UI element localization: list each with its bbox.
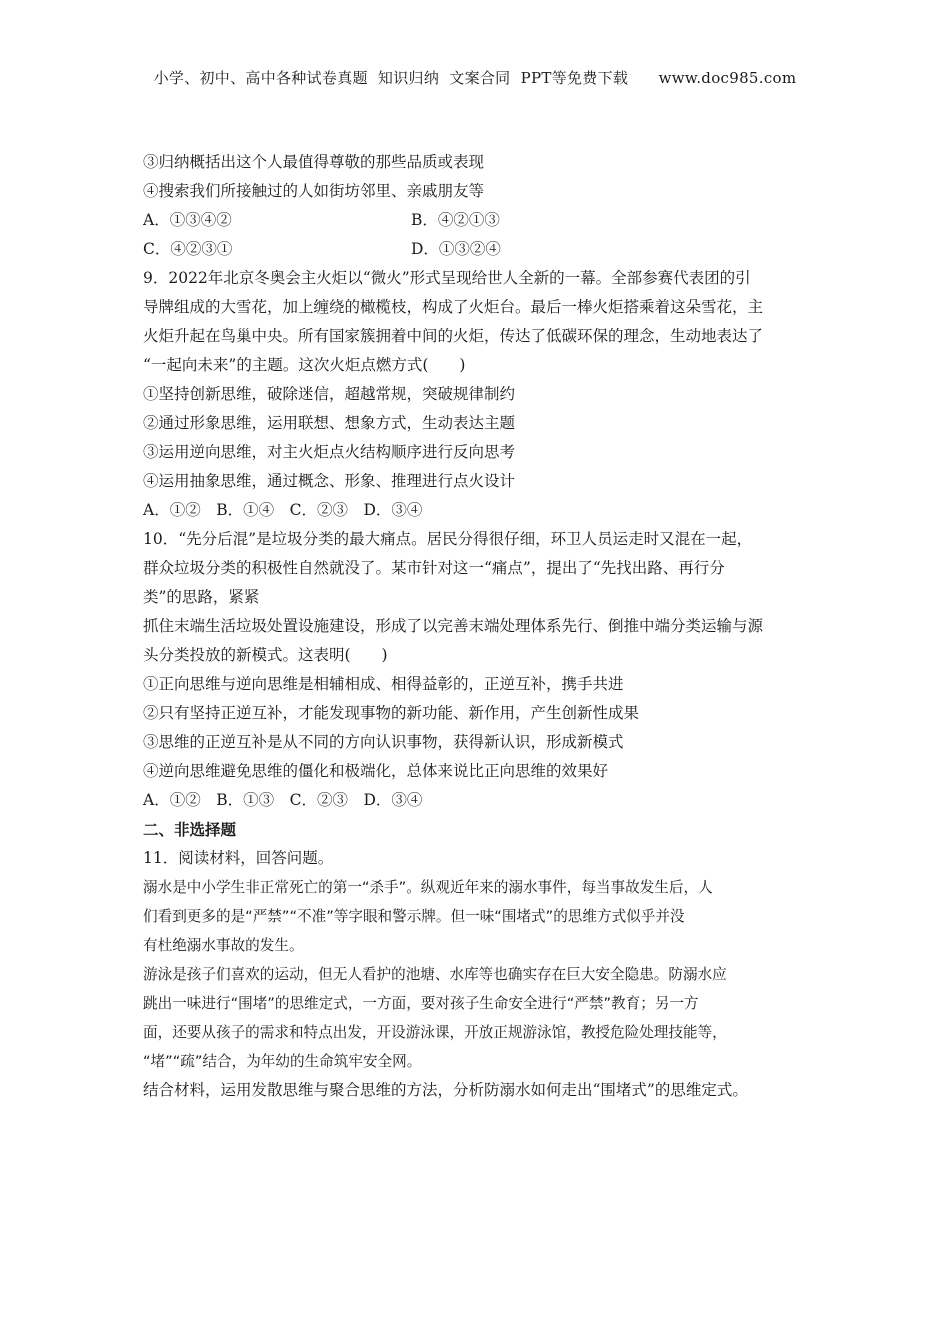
- q8-option-a: A．①③④②: [143, 211, 232, 229]
- q11-material-line: 有杜绝溺水事故的发生。: [143, 937, 304, 954]
- q10-stem-line: 抓住末端生活垃圾处置设施建设，形成了以完善末端处理体系先行、倒推中端分类运输与源: [143, 617, 764, 635]
- q8-option-b: B．④②①③: [411, 211, 500, 229]
- section-title: 二、非选择题: [143, 820, 237, 839]
- q8-option-d: D．①③②④: [411, 240, 501, 258]
- q9-stem-line: 导牌组成的大雪花，加上缠绕的橄榄枝，构成了火炬台。最后一棒火炬搭乘着这朵雪花，主: [143, 298, 764, 316]
- q11-question: 结合材料，运用发散思维与聚合思维的方法，分析防溺水如何走出“围堵式”的思维定式。: [143, 1081, 748, 1099]
- q9-stem-line: 火炬升起在鸟巢中央。所有国家簇拥着中间的火炬，传达了低碳环保的理念，生动地表达了: [143, 327, 764, 345]
- document-body: [143, 148, 813, 1105]
- q10-item: ④逆向思维避免思维的僵化和极端化，总体来说比正向思维的效果好: [143, 762, 609, 780]
- q9-item: ③运用逆向思维，对主火炬点火结构顺序进行反向思考: [143, 443, 516, 461]
- q9-item: ④运用抽象思维，通过概念、形象、推理进行点火设计: [143, 472, 516, 490]
- q11-material-line: 跳出一味进行“围堵”的思维定式，一方面，要对孩子生命安全进行“严禁”教育；另一方: [143, 995, 699, 1012]
- q11-stem: 11．阅读材料，回答问题。: [143, 849, 334, 867]
- q9-stem-line: “一起向未来”的主题。这次火炬点燃方式( ): [143, 356, 466, 374]
- q10-stem-line: 头分类投放的新模式。这表明( ): [143, 646, 388, 664]
- q10-options: A．①② B．①③ C．②③ D．③④: [143, 791, 423, 809]
- q10-stem-line: 10．“先分后混”是垃圾分类的最大痛点。居民分得很仔细，环卫人员运走时又混在一起，: [143, 530, 753, 548]
- q9-stem-line: 9．2022年北京冬奥会主火炬以“微火”形式呈现给世人全新的一幕。全部参赛代表团的引: [143, 269, 751, 287]
- q9-item: ②通过形象思维，运用联想、想象方式，生动表达主题: [143, 414, 516, 432]
- q8-option-c: C．④②③①: [143, 240, 233, 258]
- q11-material-line: 们看到更多的是“严禁”“不准”等字眼和警示牌。但一味“围堵式”的思维方式似乎并没: [143, 908, 685, 925]
- page-header: 小学、初中、高中各种试卷真题 知识归纳 文案合同 PPT等免费下载 www.doc985.com: [153, 69, 797, 87]
- q11-material-line: 溺水是中小学生非正常死亡的第一“杀手”。纵观近年来的溺水事件，每当事故发生后，人: [143, 879, 713, 896]
- q8-options-row: [143, 235, 813, 264]
- q11-material-line: “堵”“疏”结合，为年幼的生命筑牢安全网。: [143, 1053, 422, 1070]
- q9-options: A．①② B．①④ C．②③ D．③④: [143, 501, 423, 519]
- q11-material-line: 游泳是孩子们喜欢的运动，但无人看护的池塘、水库等也确实存在巨大安全隐患。防溺水应: [143, 966, 727, 983]
- q10-item: ②只有坚持正逆互补，才能发现事物的新功能、新作用，产生创新性成果: [143, 704, 640, 722]
- q10-item: ①正向思维与逆向思维是相辅相成、相得益彰的，正逆互补，携手共进: [143, 675, 624, 693]
- q8-item: ④搜索我们所接触过的人如街坊邻里、亲戚朋友等: [143, 182, 485, 200]
- q8-options-row: [143, 206, 813, 235]
- q10-stem-line: 类”的思路，紧紧: [143, 588, 260, 606]
- q9-item: ①坚持创新思维，破除迷信，超越常规，突破规律制约: [143, 385, 516, 403]
- q10-item: ③思维的正逆互补是从不同的方向认识事物，获得新认识，形成新模式: [143, 733, 624, 751]
- q10-stem-line: 群众垃圾分类的积极性自然就没了。某市针对这一“痛点”，提出了“先找出路、再行分: [143, 559, 725, 577]
- q11-material-line: 面，还要从孩子的需求和特点出发，开设游泳课，开放正规游泳馆，教授危险处理技能等，: [143, 1024, 727, 1041]
- q8-item: ③归纳概括出这个人最值得尊敬的那些品质或表现: [143, 153, 485, 171]
